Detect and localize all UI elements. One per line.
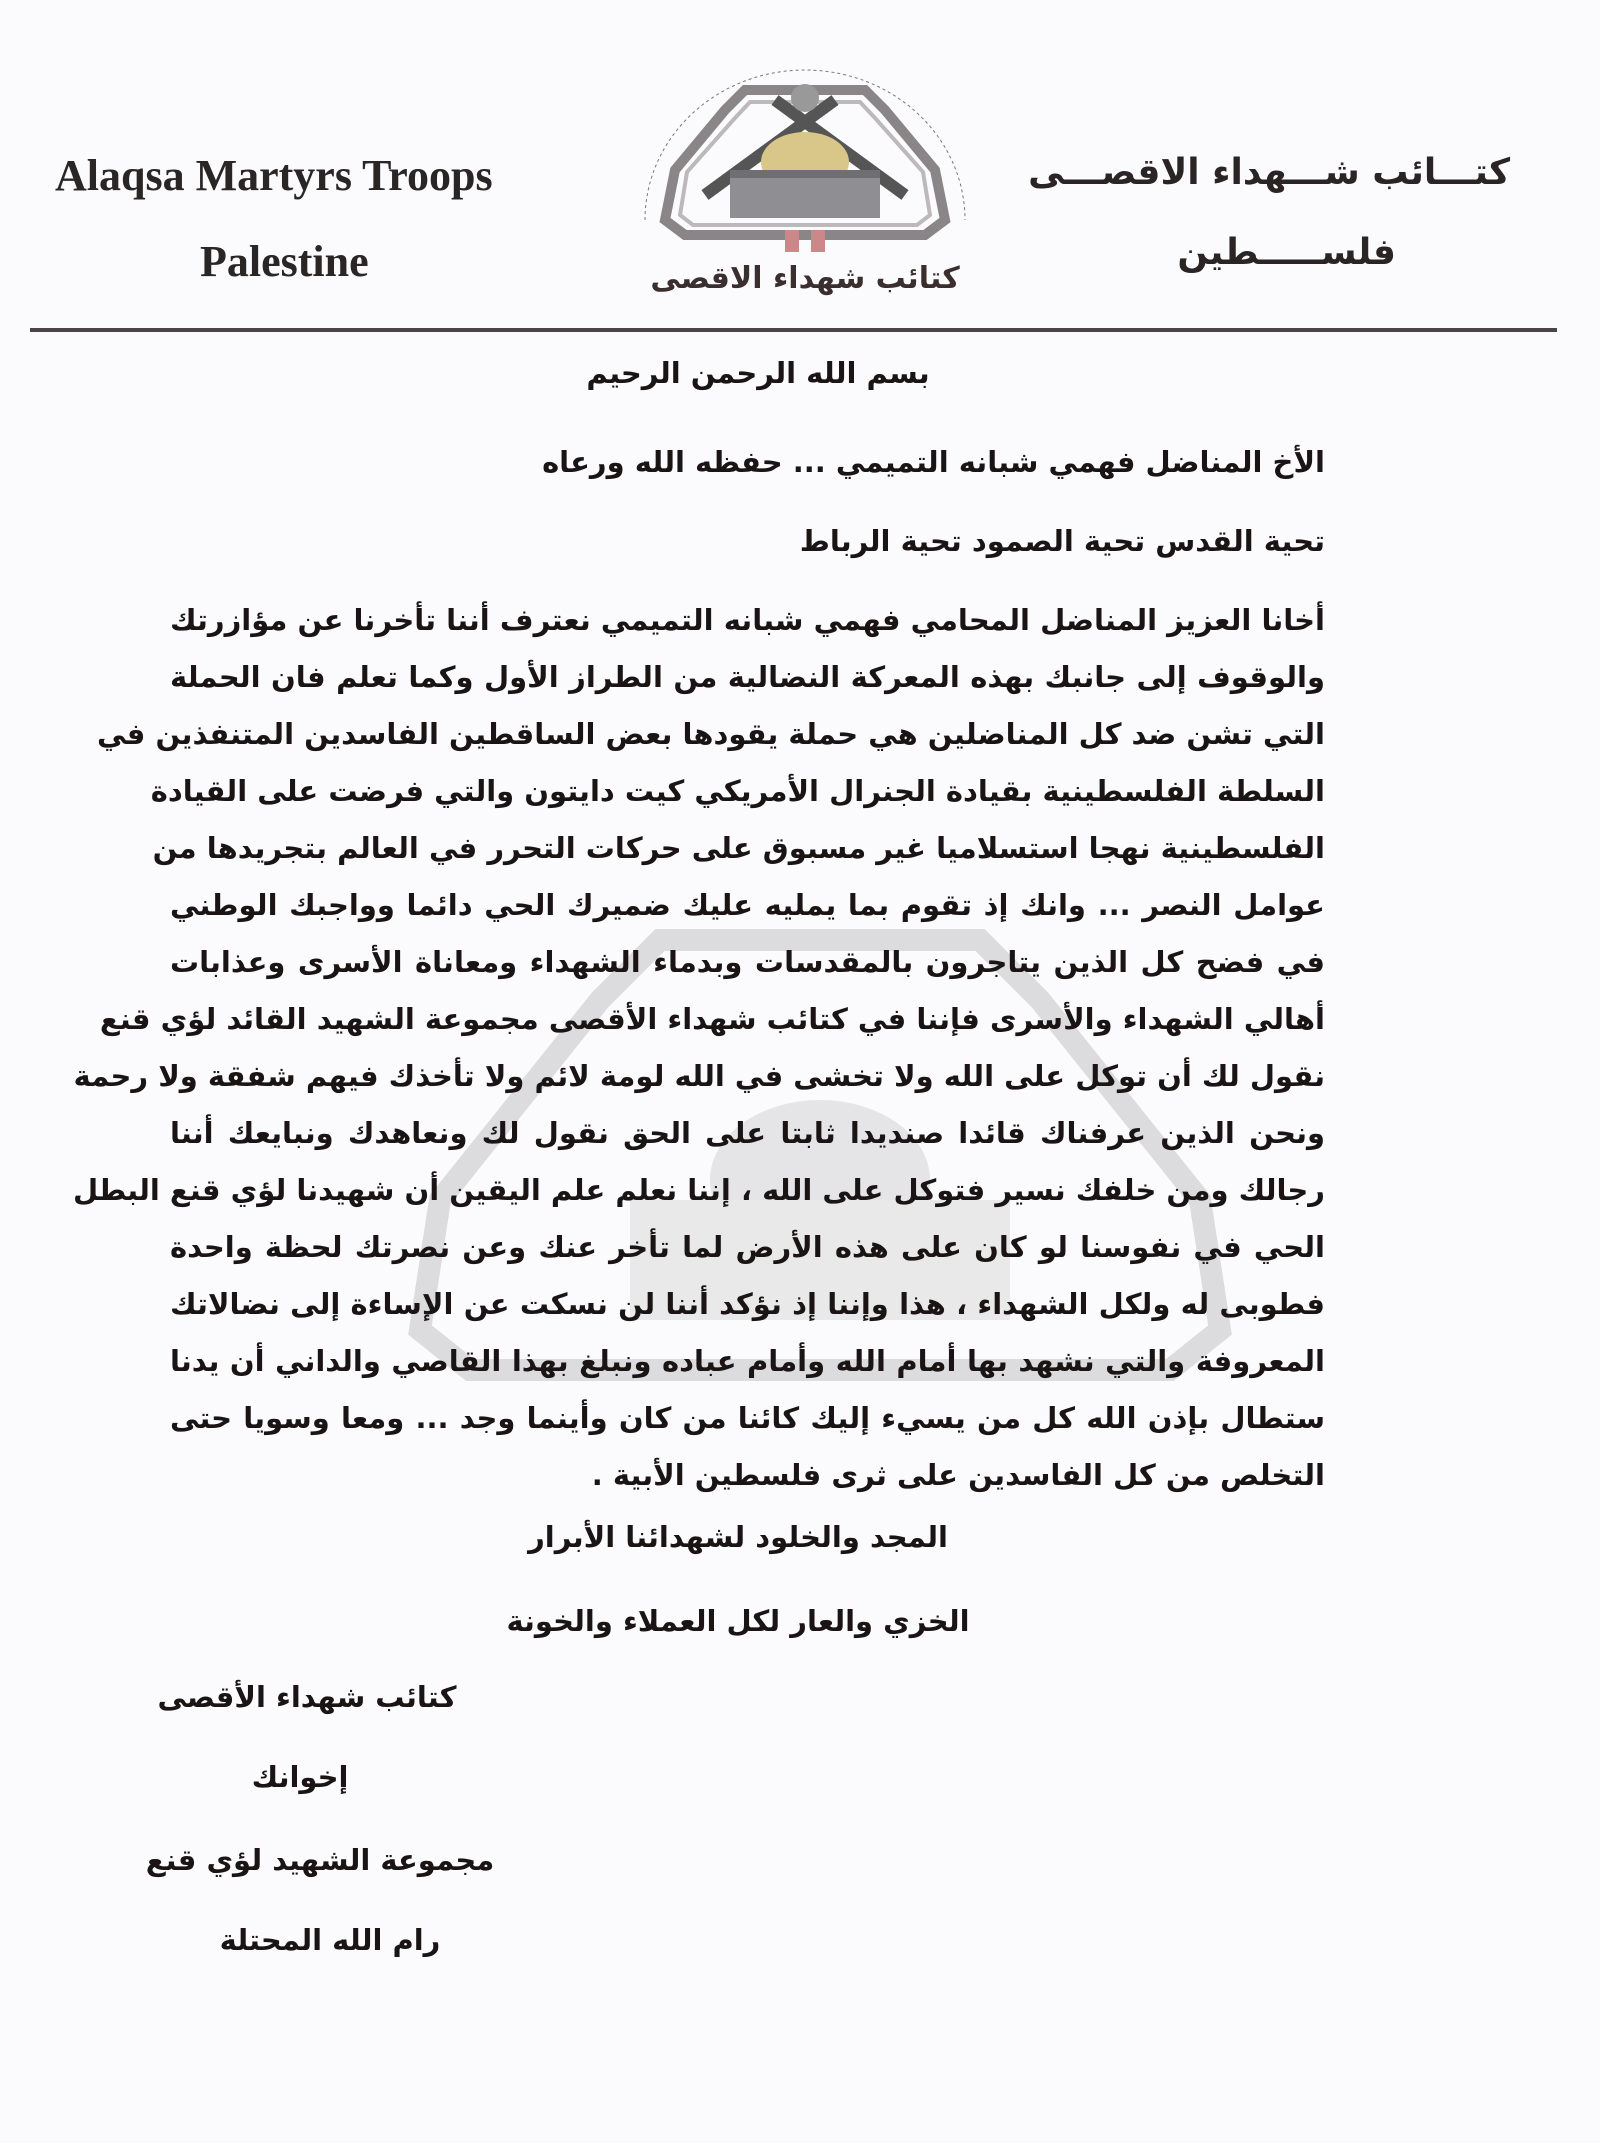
body-line: عوامل النصر ... وانك إذ تقوم بما يمليه عليك ضميرك الحي دائما وواجبك الوطني [170,888,1325,922]
signature-brothers: إخوانك [251,1760,349,1794]
english-title: Alaqsa Martyrs Troops [55,151,493,200]
svg-text:كتائب شهداء الاقصى: كتائب شهداء الاقصى [650,261,960,296]
addressee: الأخ المناضل فهمي شبانه التميمي ... حفظه الله ورعاه [542,445,1325,479]
body-line: في فضح كل الذين يتاجرون بالمقدسات وبدماء الشهداء ومعاناة الأسرى وعذابات [170,945,1325,979]
body-line: فطوبى له ولكل الشهداء ، هذا وإننا إذ نؤكد أننا لن نسكت عن الإساءة إلى نضالاتك [170,1287,1325,1321]
body-line: التي تشن ضد كل المناضلين هي حملة يقودها بعض الساقطين الفاسدين المتنفذين في [97,717,1325,751]
organization-logo [635,60,975,305]
signature-org: كتائب شهداء الأقصى [157,1680,457,1714]
arabic-subtitle: فلســـــطين [1177,232,1396,273]
body-line: الفلسطينية نهجا استسلاميا غير مسبوق على حركات التحرر في العالم بتجريدها من [152,831,1325,865]
body-line: المعروفة والتي نشهد بها أمام الله وأمام عباده ونبلغ بهذا القاصي والداني أن يدنا [170,1344,1325,1378]
body-line: أخانا العزيز المناضل المحامي فهمي شبانه التميمي نعترف أننا تأخرنا عن مؤازرتك [170,603,1325,637]
english-subtitle: Palestine [200,237,369,286]
body-line: التخلص من كل الفاسدين على ثرى فلسطين الأبية . [591,1458,1325,1492]
body-line: رجالك ومن خلفك نسير فتوكل على الله ، إننا نعلم علم اليقين أن شهيدنا لؤي قنع البطل [73,1173,1325,1207]
body-line: السلطة الفلسطينية بقيادة الجنرال الأمريكي كيت دايتون والتي فرضت على القيادة [150,774,1325,808]
signature-location: رام الله المحتلة [219,1923,441,1957]
body-line: أهالي الشهداء والأسرى فإننا في كتائب شهداء الأقصى مجموعة الشهيد القائد لؤي قنع [99,1002,1325,1036]
greeting: تحية القدس تحية الصمود تحية الرباط [799,524,1325,558]
body-line: ستطال بإذن الله كل من يسيء إليك كائنا من كان وأينما وجد ... ومعا وسويا حتى [170,1401,1325,1435]
body-line: والوقوف إلى جانبك بهذه المعركة النضالية من الطراز الأول وكما تعلم فان الحملة [170,660,1325,694]
closing-glory: المجد والخلود لشهدائنا الأبرار [528,1520,948,1554]
body-line: الحي في نفوسنا لو كان على هذه الأرض لما تأخر عنك وعن نصرتك لحظة واحدة [170,1230,1325,1264]
closing-shame: الخزي والعار لكل العملاء والخونة [506,1604,970,1638]
arabic-title: كتـــائب شـــهداء الاقصـــى [1028,152,1510,193]
basmala: بسم الله الرحمن الرحيم [586,356,930,390]
header-divider [30,328,1557,332]
signature-group: مجموعة الشهيد لؤي قنع [145,1843,495,1877]
body-line: ونحن الذين عرفناك قائدا صنديدا ثابتا على الحق نقول لك ونعاهدك ونبايعك أننا [170,1116,1325,1150]
body-line: نقول لك أن توكل على الله ولا تخشى في الله لومة لائم ولا تأخذك فيهم شفقة ولا رحمة [73,1059,1325,1093]
